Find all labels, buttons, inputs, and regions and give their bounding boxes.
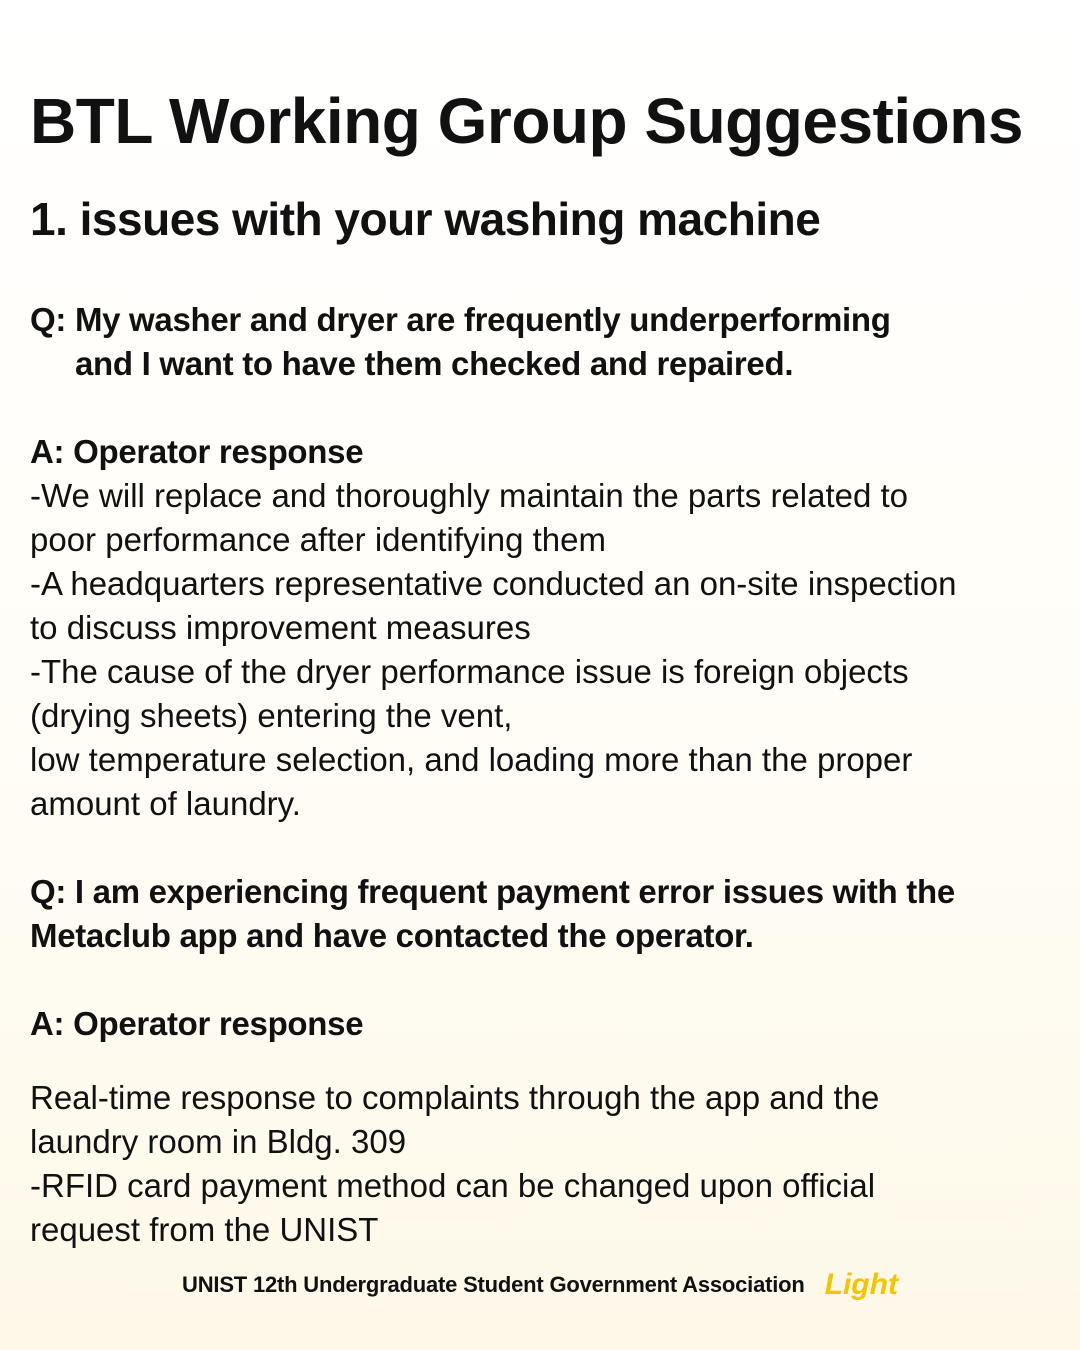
answer-1-line-4: to discuss improvement measures <box>30 609 531 646</box>
question-2-line-1: Q: I am experiencing frequent payment error issues with the <box>30 873 955 910</box>
question-1-line-1 <box>30 298 1080 342</box>
answer-2 <box>30 1076 1080 1252</box>
section-heading: 1. issues with your washing machine <box>30 193 821 245</box>
question-1-text-line-1: My washer and dryer are frequently underperforming <box>74 301 891 338</box>
answer-1-line-3: -A headquarters representative conducted an on-site inspection <box>30 565 957 602</box>
organization-name: UNIST 12th Undergraduate Student Government Association <box>182 1272 805 1297</box>
answer-2-line-2: laundry room in Bldg. 309 <box>30 1123 407 1160</box>
answer-2-line-4: request from the UNIST <box>30 1211 379 1248</box>
answer-1-line-7: low temperature selection, and loading more than the proper <box>30 741 913 778</box>
question-1-text-line-2: and I want to have them checked and repaired. <box>75 345 794 382</box>
answer-1-line-6: (drying sheets) entering the vent, <box>30 697 513 734</box>
answer-1-line-5: -The cause of the dryer performance issue is foreign objects <box>30 653 909 690</box>
question-2-line-2: Metaclub app and have contacted the operator. <box>30 917 754 954</box>
footer <box>0 1268 1080 1302</box>
page-title: BTL Working Group Suggestions <box>30 85 1023 157</box>
answer-2-line-3: -RFID card payment method can be changed upon official <box>30 1167 876 1204</box>
question-1 <box>30 298 1080 386</box>
answer-2-line-1: Real-time response to complaints through the app and the <box>30 1079 880 1116</box>
answer-1 <box>30 430 1080 826</box>
light-logo: Light <box>824 1268 898 1301</box>
answer-1-line-2: poor performance after identifying them <box>30 521 606 558</box>
answer-1-line-1: -We will replace and thoroughly maintain the parts related to <box>30 477 909 514</box>
question-prefix: Q: <box>30 301 67 338</box>
answer-1-line-8: amount of laundry. <box>30 785 301 822</box>
answer-1-heading: A: Operator response <box>30 433 364 470</box>
question-2 <box>30 870 1080 958</box>
answer-2-heading: A: Operator response <box>30 1005 364 1042</box>
answer-2-heading-block <box>30 1002 1080 1046</box>
